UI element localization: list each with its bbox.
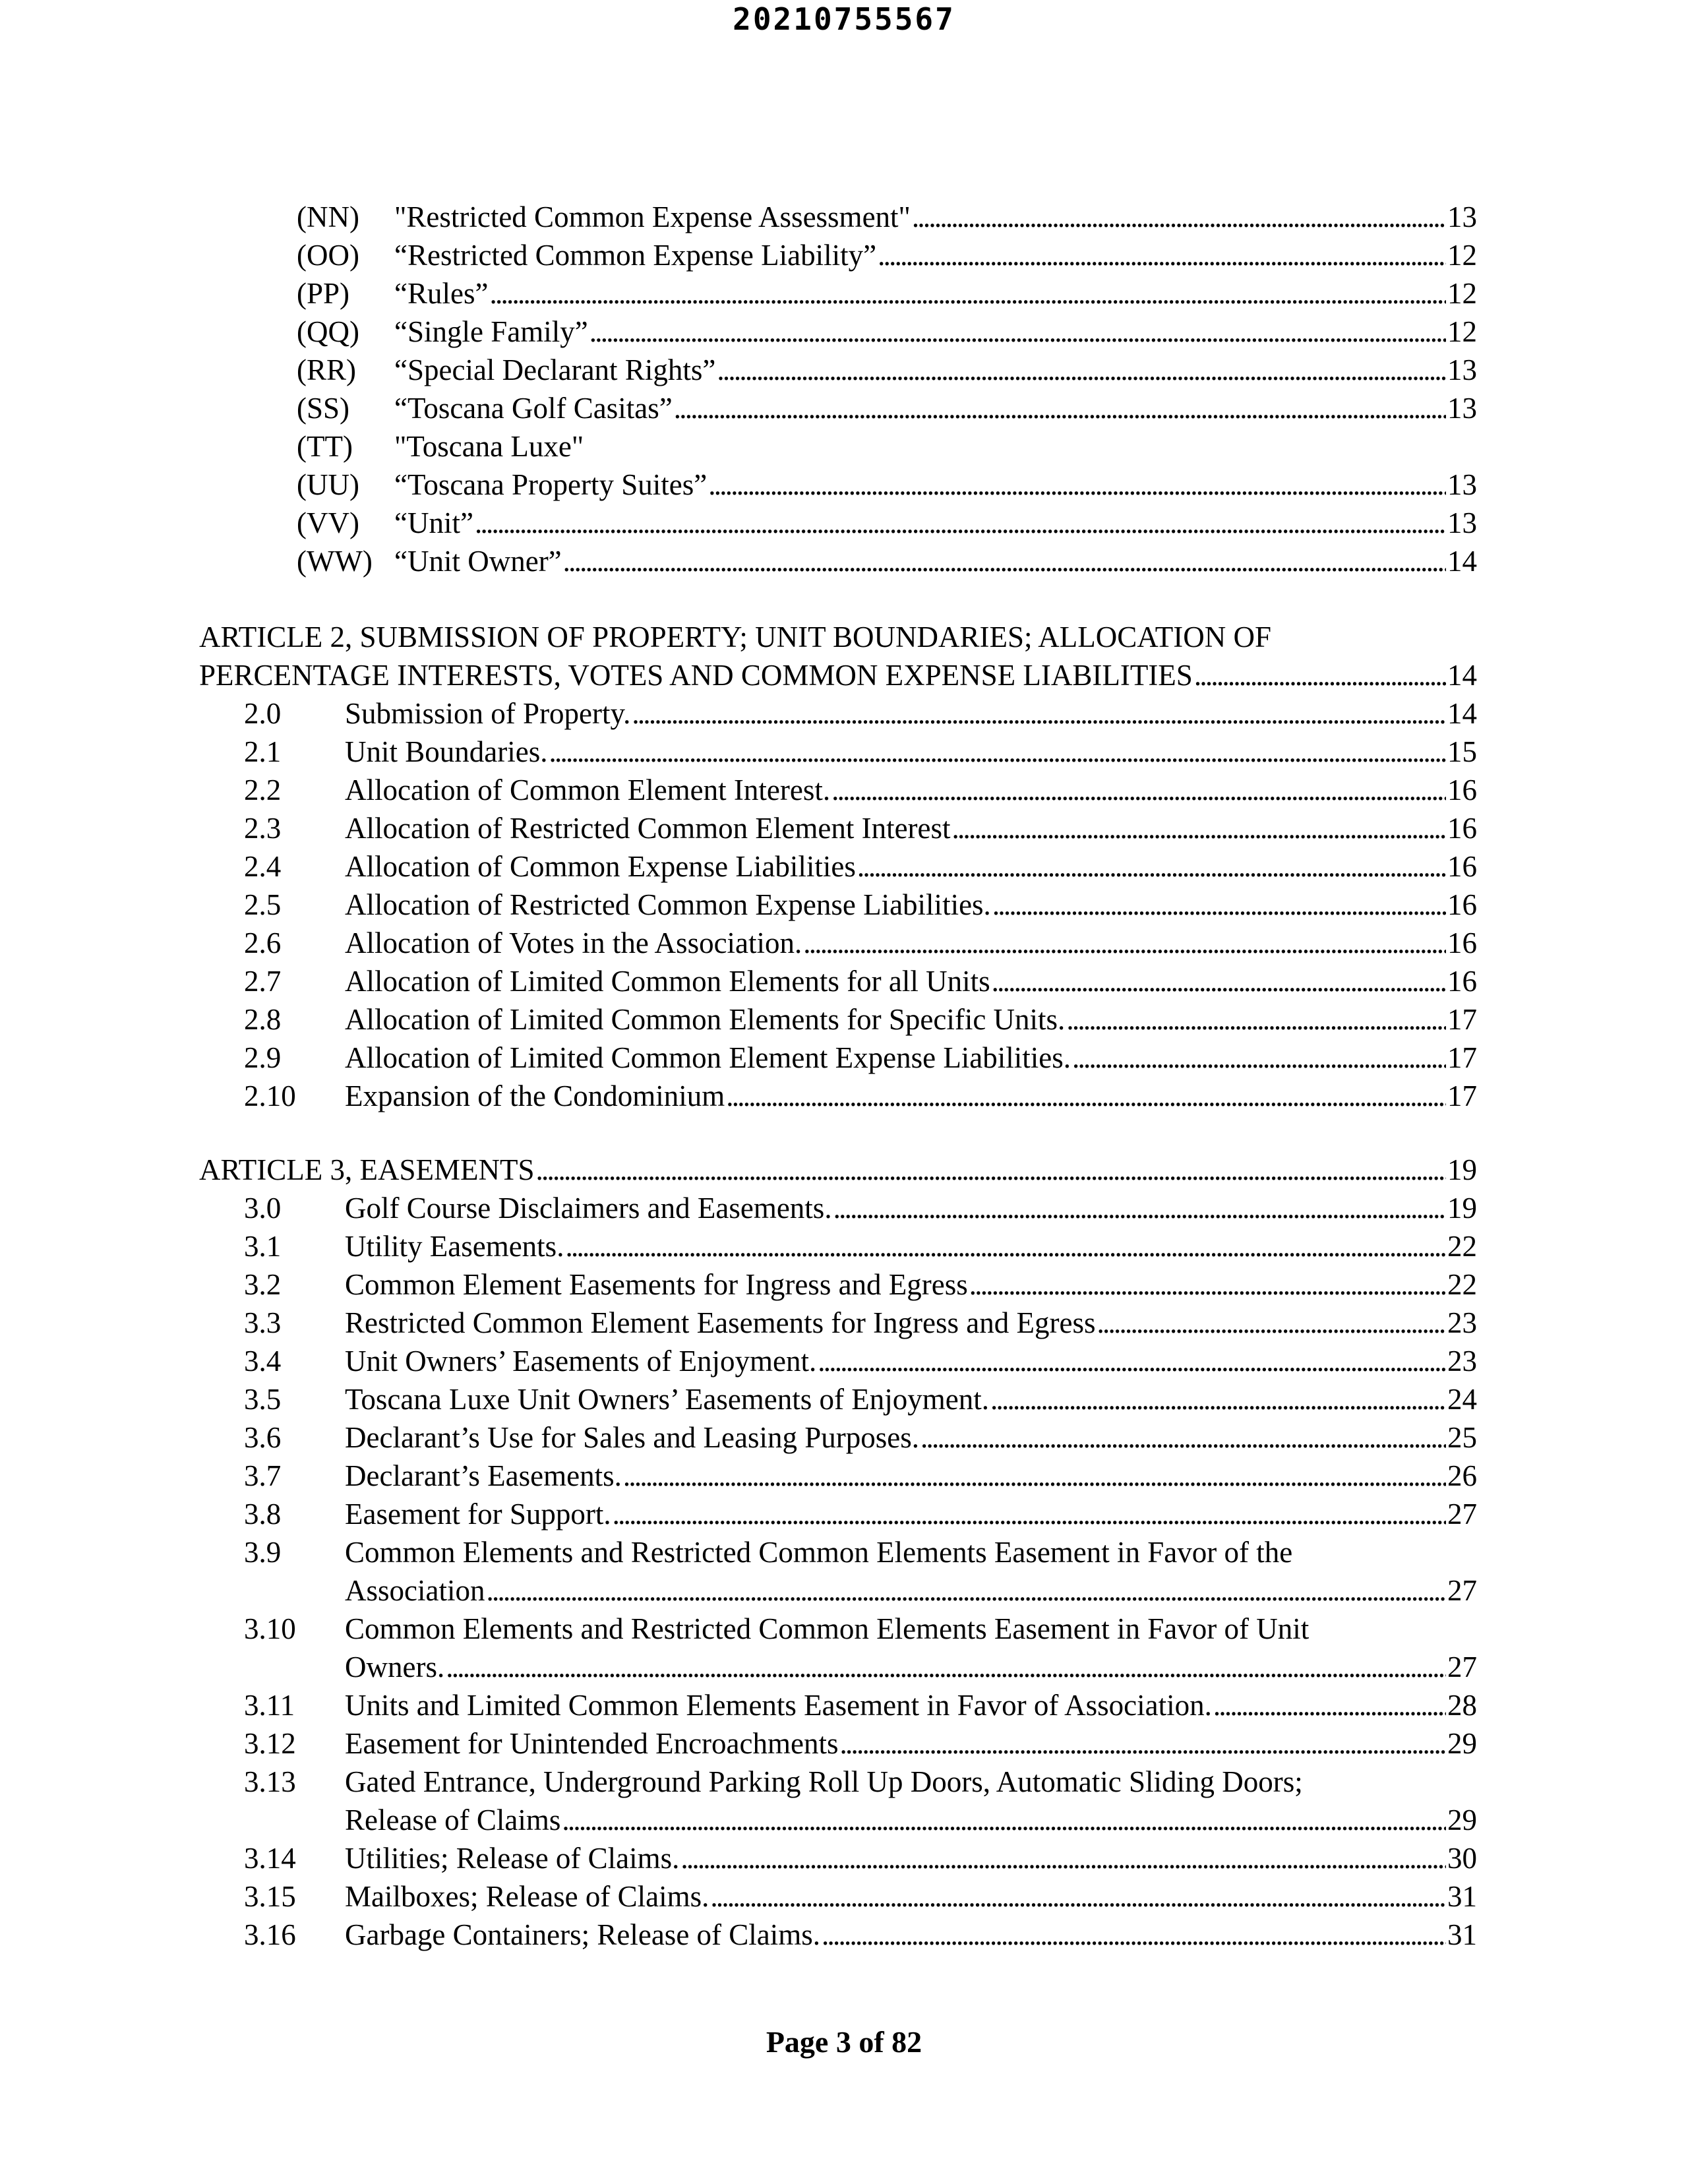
toc-entry-label: 3.6 (244, 1421, 282, 1454)
toc-entry-continuation[interactable] (244, 1571, 1477, 1610)
toc-entry[interactable] (297, 236, 1477, 274)
toc-entry-title: Allocation of Restricted Common Element Interest (345, 812, 951, 845)
toc-entry-page: 19 (1447, 1192, 1477, 1225)
toc-entry-title: Declarant’s Easements. (345, 1459, 622, 1492)
toc-entry-title: “Toscana Property Suites” (394, 468, 708, 501)
dot-leader (565, 1227, 1446, 1265)
toc-entry-label: 3.0 (244, 1192, 282, 1225)
toc-entry[interactable] (244, 847, 1477, 886)
dot-leader (822, 1916, 1446, 1954)
dot-leader (446, 1648, 1446, 1686)
toc-entry-title: Allocation of Votes in the Association. (345, 926, 802, 959)
toc-entry-page: 13 (1447, 506, 1477, 539)
toc-entry-label: (RR) (297, 353, 356, 386)
toc-entry-title: Common Elements and Restricted Common Elements Easement in Favor of Unit (345, 1612, 1310, 1645)
article-heading[interactable] (199, 1151, 1477, 1189)
toc-entry-page: 14 (1447, 697, 1477, 730)
dot-leader (803, 924, 1446, 962)
toc-entry-title: “Toscana Golf Casitas” (394, 392, 673, 425)
toc-entry-page: 13 (1447, 468, 1477, 501)
toc-entry-title: Easement for Unintended Encroachments (345, 1727, 839, 1760)
dot-leader (878, 236, 1446, 274)
toc-entry-continuation[interactable] (244, 1648, 1477, 1686)
article-heading-line1: ARTICLE 3, EASEMENTS (199, 1153, 535, 1186)
toc-entry-title: Expansion of the Condominium (345, 1079, 725, 1112)
toc-entry-label: (SS) (297, 392, 350, 425)
document-number: 20210755567 (733, 1, 955, 37)
toc-entry-label: 2.10 (244, 1079, 296, 1112)
toc-entry-title: “Restricted Common Expense Liability” (394, 239, 877, 272)
dot-leader (489, 274, 1446, 313)
toc-entry-title: Restricted Common Element Easements for Ingress and Egress (345, 1306, 1096, 1339)
toc-entry-label: 3.16 (244, 1918, 296, 1951)
dot-leader (1066, 1000, 1446, 1039)
dot-leader (674, 389, 1446, 427)
dot-leader (536, 1151, 1446, 1189)
toc-entry[interactable] (244, 1380, 1477, 1418)
toc-entry-label: 2.8 (244, 1003, 282, 1036)
toc-entry[interactable] (297, 274, 1477, 313)
dot-leader (717, 351, 1446, 389)
toc-entry-page: 12 (1447, 239, 1477, 272)
toc-entry[interactable] (297, 313, 1477, 351)
toc-entry-page: 12 (1447, 315, 1477, 348)
toc-entry[interactable] (244, 1916, 1477, 1954)
toc-entry-page: 27 (1447, 1574, 1477, 1607)
toc-entry-label: 3.3 (244, 1306, 282, 1339)
toc-entry[interactable] (244, 924, 1477, 962)
toc-entry-page: 27 (1447, 1651, 1477, 1684)
toc-entry[interactable] (244, 1457, 1477, 1495)
toc-entry-page: 14 (1447, 659, 1477, 692)
toc-entry[interactable] (244, 1265, 1477, 1304)
toc-entry[interactable] (244, 809, 1477, 847)
dot-leader (486, 1571, 1446, 1610)
toc-entry-title: Unit Boundaries. (345, 735, 548, 768)
toc-entry-label: 3.4 (244, 1345, 282, 1378)
dot-leader (726, 1077, 1446, 1115)
dot-leader (912, 198, 1446, 236)
toc-entry-title: Allocation of Limited Common Element Expense Liabilities. (345, 1041, 1071, 1074)
toc-entry-page: 25 (1447, 1421, 1477, 1454)
toc-entry-label: 3.11 (244, 1689, 295, 1722)
page-footer: Page 3 of 82 (766, 2025, 922, 2059)
toc-entry-title: “Unit Owner” (394, 545, 562, 578)
toc-entry-page: 27 (1447, 1498, 1477, 1531)
toc-entry-label: 3.5 (244, 1383, 282, 1416)
toc-entry-title: Owners. (345, 1651, 445, 1684)
toc-entry-page: 12 (1447, 277, 1477, 310)
toc-entry-title: Allocation of Limited Common Elements for all Units (345, 965, 990, 998)
toc-entry-title: Unit Owners’ Easements of Enjoyment. (345, 1345, 817, 1378)
toc-entry-label: 3.2 (244, 1268, 282, 1301)
toc-entry[interactable] (244, 1533, 1477, 1571)
toc-entry[interactable] (297, 504, 1477, 542)
toc-entry-label: (NN) (297, 200, 359, 233)
dot-leader (710, 1877, 1446, 1916)
toc-entry-title: Utilities; Release of Claims. (345, 1842, 680, 1875)
toc-entry-label: (PP) (297, 277, 350, 310)
toc-entry-page: 16 (1447, 926, 1477, 959)
toc-entry-label: (WW) (297, 545, 373, 578)
toc-entry[interactable] (244, 694, 1477, 733)
toc-entry-label: 3.12 (244, 1727, 296, 1760)
toc-entry-label: (OO) (297, 239, 359, 272)
toc-entry-title: Allocation of Limited Common Elements for Specific Units. (345, 1003, 1066, 1036)
toc-entry-page: 23 (1447, 1345, 1477, 1378)
toc-entry-label: (TT) (297, 430, 353, 463)
dot-leader (632, 694, 1446, 733)
toc-entry-label: 3.8 (244, 1498, 282, 1531)
toc-entry-label: 3.9 (244, 1536, 282, 1569)
toc-entry[interactable] (244, 1227, 1477, 1265)
dot-leader (857, 847, 1446, 886)
dot-leader (562, 1801, 1446, 1839)
dot-leader (839, 1724, 1446, 1763)
toc-entry[interactable] (244, 1342, 1477, 1380)
toc-entry-label: (UU) (297, 468, 359, 501)
dot-leader (708, 466, 1446, 504)
toc-entry-title: Garbage Containers; Release of Claims. (345, 1918, 821, 1951)
toc-entry[interactable] (244, 1077, 1477, 1115)
toc-entry-page: 23 (1447, 1306, 1477, 1339)
toc-entry-label: 2.5 (244, 888, 282, 921)
toc-entry[interactable] (244, 962, 1477, 1000)
toc-entry-page: 13 (1447, 353, 1477, 386)
toc-entry-title: “Special Declarant Rights” (394, 353, 716, 386)
dot-leader (831, 771, 1446, 809)
toc-entry-title: Allocation of Common Element Interest. (345, 774, 831, 806)
toc-entry[interactable] (297, 542, 1477, 580)
dot-leader (589, 313, 1446, 351)
toc-entry-title: Mailboxes; Release of Claims. (345, 1880, 709, 1913)
toc-entry-page: 26 (1447, 1459, 1477, 1492)
toc-entry-label: 2.6 (244, 926, 282, 959)
toc-entry-label: 3.15 (244, 1880, 296, 1913)
toc-entry-label: 2.4 (244, 850, 282, 883)
toc-entry-title: Association (345, 1574, 485, 1607)
toc-entry-page: 29 (1447, 1804, 1477, 1836)
toc-entry[interactable] (297, 427, 1477, 466)
toc-entry-label: 2.0 (244, 697, 282, 730)
dot-leader (992, 886, 1446, 924)
toc-entry-page: 31 (1447, 1880, 1477, 1913)
toc-entry-title: Easement for Support. (345, 1498, 611, 1531)
toc-entry[interactable] (297, 466, 1477, 504)
toc-entry[interactable] (244, 1189, 1477, 1227)
dot-leader (1194, 656, 1446, 694)
toc-entry-title: "Toscana Luxe" (394, 430, 584, 463)
dot-leader (549, 733, 1446, 771)
toc-entry-label: 2.3 (244, 812, 282, 845)
toc-entry-page: 16 (1447, 850, 1477, 883)
toc-entry[interactable] (244, 1724, 1477, 1763)
dot-leader (1072, 1039, 1446, 1077)
toc-entry[interactable] (244, 886, 1477, 924)
toc-entry-title: Submission of Property. (345, 697, 631, 730)
dot-leader (833, 1189, 1446, 1227)
toc-entry-title: Toscana Luxe Unit Owners’ Easements of Enjoyment. (345, 1383, 989, 1416)
toc-entry-page: 13 (1447, 200, 1477, 233)
toc-entry-title: Units and Limited Common Elements Easement in Favor of Association. (345, 1689, 1212, 1722)
toc-entry-label: 3.14 (244, 1842, 296, 1875)
toc-entry-label: (VV) (297, 506, 359, 539)
dot-leader (818, 1342, 1446, 1380)
toc-entry-page: 17 (1447, 1003, 1477, 1036)
toc-entry[interactable] (244, 733, 1477, 771)
toc-entry-title: Common Element Easements for Ingress and Egress (345, 1268, 968, 1301)
dot-leader (680, 1839, 1446, 1877)
toc-entry-label: 3.1 (244, 1230, 282, 1263)
toc-entry[interactable] (244, 1000, 1477, 1039)
toc-entry-label: 3.13 (244, 1765, 296, 1798)
toc-entry-page: 16 (1447, 812, 1477, 845)
toc-entry-title: Gated Entrance, Underground Parking Roll Up Doors, Automatic Sliding Doors; (345, 1765, 1303, 1798)
toc-entry[interactable] (244, 1610, 1477, 1648)
toc-entry-title: “Unit” (394, 506, 473, 539)
article-heading[interactable] (199, 618, 1477, 656)
toc-entry[interactable] (244, 1686, 1477, 1724)
toc-entry-page: 14 (1447, 545, 1477, 578)
toc-entry[interactable] (244, 1763, 1477, 1801)
toc-entry-page: 16 (1447, 774, 1477, 806)
toc-entry-label: 2.7 (244, 965, 282, 998)
toc-entry[interactable] (244, 1304, 1477, 1342)
toc-entry-title: Allocation of Common Expense Liabilities (345, 850, 856, 883)
dot-leader (952, 809, 1446, 847)
toc-entry[interactable] (297, 389, 1477, 427)
toc-entry[interactable] (244, 1495, 1477, 1533)
toc-entry-page: 22 (1447, 1268, 1477, 1301)
dot-leader (990, 1380, 1446, 1418)
toc-entry-page: 16 (1447, 888, 1477, 921)
dot-leader (613, 1495, 1446, 1533)
toc-entry-title: Common Elements and Restricted Common Elements Easement in Favor of the (345, 1536, 1293, 1569)
toc-entry-label: 2.9 (244, 1041, 282, 1074)
toc-entry-page: 29 (1447, 1727, 1477, 1760)
toc-entry-page: 19 (1447, 1153, 1477, 1186)
toc-entry[interactable] (297, 198, 1477, 236)
toc-entry[interactable] (244, 771, 1477, 809)
toc-entry-page: 30 (1447, 1842, 1477, 1875)
toc-entry-continuation[interactable] (244, 1801, 1477, 1839)
toc-entry[interactable] (297, 351, 1477, 389)
dot-leader (475, 504, 1446, 542)
article-heading-line1: ARTICLE 2, SUBMISSION OF PROPERTY; UNIT BOUNDARIES; ALLOCATION OF (199, 621, 1272, 653)
toc-entry-page: 17 (1447, 1079, 1477, 1112)
dot-leader (992, 962, 1446, 1000)
toc-entry-page: 17 (1447, 1041, 1477, 1074)
toc-entry-title: “Rules” (394, 277, 489, 310)
toc-entry-title: Utility Easements. (345, 1230, 564, 1263)
dot-leader (969, 1265, 1446, 1304)
dot-leader (920, 1418, 1446, 1457)
toc-entry-page: 15 (1447, 735, 1477, 768)
toc-entry[interactable] (244, 1039, 1477, 1077)
toc-entry-page: 22 (1447, 1230, 1477, 1263)
toc-entry-title: Allocation of Restricted Common Expense Liabilities. (345, 888, 991, 921)
toc-entry-page: 13 (1447, 392, 1477, 425)
toc-entry[interactable] (244, 1877, 1477, 1916)
toc-entry-title: “Single Family” (394, 315, 588, 348)
toc-entry-title: Declarant’s Use for Sales and Leasing Purposes. (345, 1421, 920, 1454)
toc-entry-label: 3.7 (244, 1459, 282, 1492)
toc-entry-title: Release of Claims (345, 1804, 561, 1836)
toc-entry-label: 2.2 (244, 774, 282, 806)
toc-entry-label: (QQ) (297, 315, 359, 348)
dot-leader (623, 1457, 1446, 1495)
toc-entry-page: 16 (1447, 965, 1477, 998)
toc-entry-page: 31 (1447, 1918, 1477, 1951)
toc-entry-label: 2.1 (244, 735, 282, 768)
toc-entry[interactable] (244, 1418, 1477, 1457)
toc-entry-title: Golf Course Disclaimers and Easements. (345, 1192, 832, 1225)
toc-entry-page: 28 (1447, 1689, 1477, 1722)
dot-leader (563, 542, 1446, 580)
dot-leader (1097, 1304, 1446, 1342)
dot-leader (1213, 1686, 1446, 1724)
toc-entry-label: 3.10 (244, 1612, 296, 1645)
article-heading-line2: PERCENTAGE INTERESTS, VOTES AND COMMON EXPENSE LIABILITIES (199, 659, 1193, 692)
toc-entry[interactable] (244, 1839, 1477, 1877)
toc-entry-page: 24 (1447, 1383, 1477, 1416)
toc-entry-title: "Restricted Common Expense Assessment" (394, 200, 911, 233)
article-heading[interactable] (199, 656, 1477, 694)
